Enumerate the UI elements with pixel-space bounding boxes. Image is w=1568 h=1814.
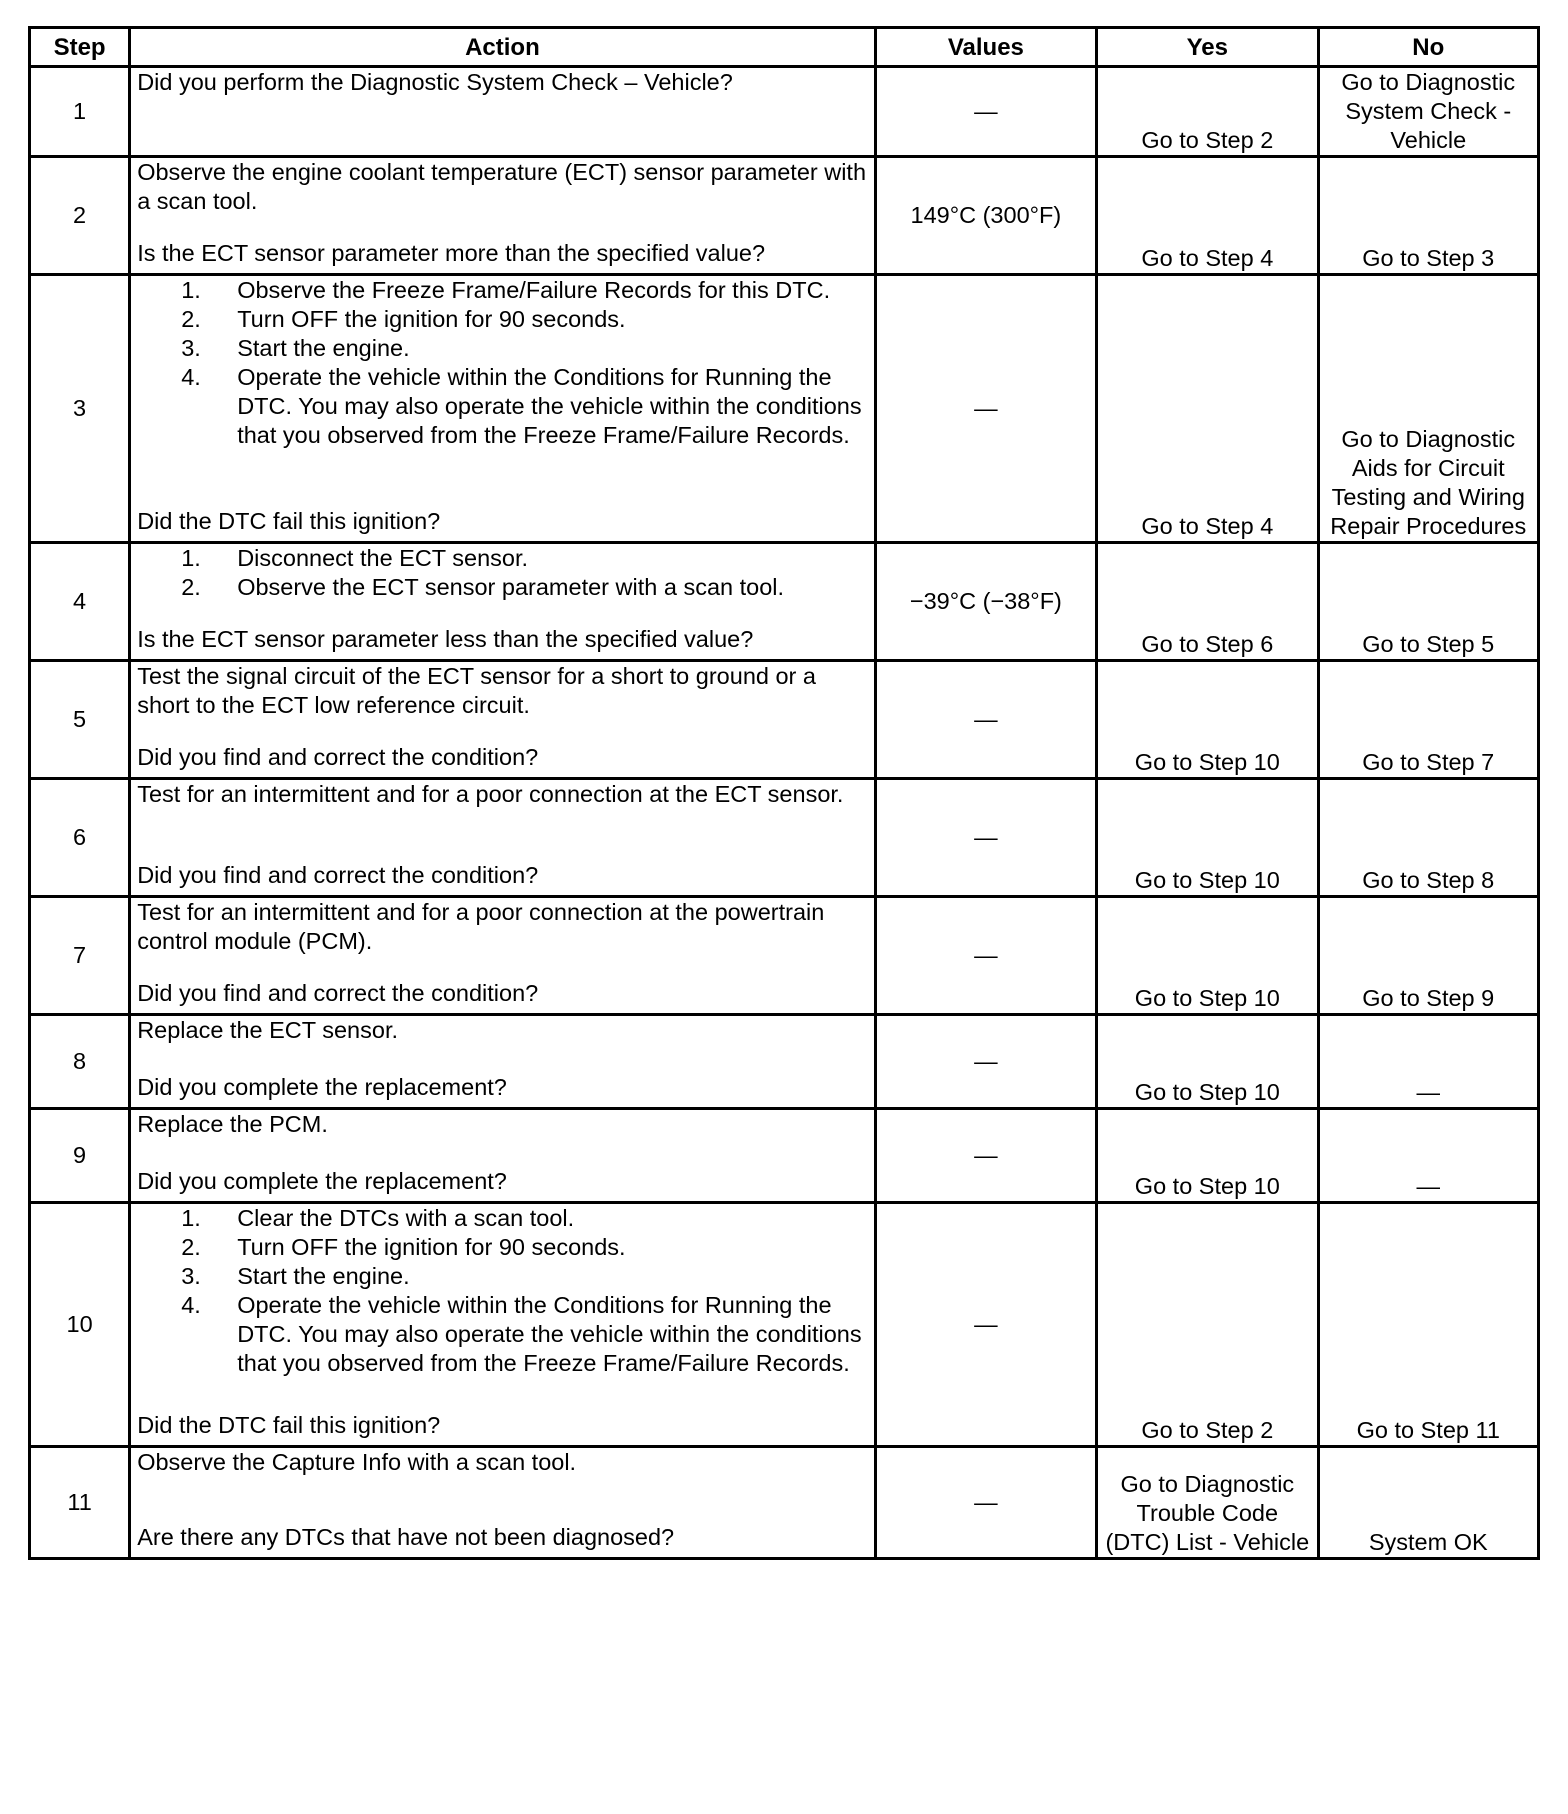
action-cell — [130, 157, 875, 275]
step-number: 4 — [30, 543, 130, 661]
no-cell: Go to Diagnostic Aids for Circuit Testing and Wiring Repair Procedures — [1318, 275, 1538, 543]
action-step-item — [181, 305, 867, 334]
action-step-text: Operate the vehicle within the Conditions for Running the DTC. You may also operate the vehicle within the conditions that you observed from the Freeze Frame/Failure Records. — [237, 364, 862, 448]
yes-cell: Go to Step 4 — [1097, 157, 1318, 275]
action-question: Did the DTC fail this ignition? — [137, 1412, 441, 1438]
action-text: Replace the ECT sensor. — [137, 1017, 399, 1043]
yes-cell: Go to Step 10 — [1097, 661, 1318, 779]
yes-cell: Go to Step 6 — [1097, 543, 1318, 661]
action-text: Did you perform the Diagnostic System Check – Vehicle? — [137, 69, 733, 95]
table-row — [30, 1015, 1539, 1109]
yes-cell: Go to Step 4 — [1097, 275, 1318, 543]
no-cell: Go to Step 8 — [1318, 779, 1538, 897]
action-question: Did you find and correct the condition? — [137, 980, 539, 1006]
step-number: 11 — [30, 1447, 130, 1559]
yes-cell: Go to Step 10 — [1097, 1109, 1318, 1203]
action-question: Are there any DTCs that have not been diagnosed? — [137, 1524, 675, 1550]
action-text: Test for an intermittent and for a poor connection at the powertrain control module (PCM). — [137, 899, 825, 954]
action-step-text: Turn OFF the ignition for 90 seconds. — [237, 306, 626, 332]
no-cell: Go to Step 5 — [1318, 543, 1538, 661]
action-step-number: 3. — [181, 335, 201, 361]
value-cell: — — [875, 779, 1096, 897]
action-step-item — [181, 1262, 867, 1291]
table-row — [30, 67, 1539, 157]
table-row — [30, 1447, 1539, 1559]
yes-cell: Go to Step 10 — [1097, 1015, 1318, 1109]
header-no: No — [1318, 28, 1538, 67]
table-row — [30, 661, 1539, 779]
step-number: 5 — [30, 661, 130, 779]
value-cell: — — [875, 1015, 1096, 1109]
header-step: Step — [30, 28, 130, 67]
value-cell: — — [875, 1109, 1096, 1203]
action-cell — [130, 67, 875, 157]
action-text: Test for an intermittent and for a poor connection at the ECT sensor. — [137, 781, 844, 807]
action-cell — [130, 275, 875, 543]
step-number: 7 — [30, 897, 130, 1015]
value-cell: −39°C (−38°F) — [875, 543, 1096, 661]
action-step-text: Start the engine. — [237, 1263, 410, 1289]
step-number: 6 — [30, 779, 130, 897]
action-step-number: 1. — [181, 1205, 201, 1231]
value-cell: — — [875, 275, 1096, 543]
table-row — [30, 157, 1539, 275]
value-cell: — — [875, 1447, 1096, 1559]
action-step-item — [181, 334, 867, 363]
action-cell — [130, 543, 875, 661]
diagnostic-table — [28, 26, 1540, 1560]
no-cell: Go to Step 9 — [1318, 897, 1538, 1015]
step-number: 1 — [30, 67, 130, 157]
no-cell: System OK — [1318, 1447, 1538, 1559]
action-step-number: 3. — [181, 1263, 201, 1289]
yes-cell: Go to Step 10 — [1097, 779, 1318, 897]
action-step-item — [181, 1233, 867, 1262]
action-step-text: Operate the vehicle within the Conditions for Running the DTC. You may also operate the vehicle within the conditions that you observed from the Freeze Frame/Failure Records. — [237, 1292, 862, 1376]
no-cell: Go to Step 11 — [1318, 1203, 1538, 1447]
action-step-text: Start the engine. — [237, 335, 410, 361]
action-step-text: Observe the Freeze Frame/Failure Records for this DTC. — [237, 277, 831, 303]
action-question: Did you complete the replacement? — [137, 1168, 507, 1194]
action-step-text: Turn OFF the ignition for 90 seconds. — [237, 1234, 626, 1260]
action-step-number: 1. — [181, 545, 201, 571]
action-question: Is the ECT sensor parameter less than the specified value? — [137, 626, 754, 652]
header-yes: Yes — [1097, 28, 1318, 67]
step-number: 8 — [30, 1015, 130, 1109]
yes-cell: Go to Step 2 — [1097, 1203, 1318, 1447]
action-text: Observe the engine coolant temperature (ECT) sensor parameter with a scan tool. — [137, 159, 867, 214]
action-step-text: Clear the DTCs with a scan tool. — [237, 1205, 575, 1231]
value-cell: — — [875, 661, 1096, 779]
action-text: Replace the PCM. — [137, 1111, 328, 1137]
action-question: Did you find and correct the condition? — [137, 862, 539, 888]
table-row — [30, 543, 1539, 661]
action-cell — [130, 661, 875, 779]
action-text: Test the signal circuit of the ECT sensor for a short to ground or a short to the ECT low reference circuit. — [137, 663, 816, 718]
action-step-item — [181, 363, 867, 450]
action-cell — [130, 1447, 875, 1559]
step-number: 3 — [30, 275, 130, 543]
yes-cell: Go to Step 10 — [1097, 897, 1318, 1015]
action-cell — [130, 897, 875, 1015]
action-step-item — [181, 573, 867, 602]
value-cell: 149°C (300°F) — [875, 157, 1096, 275]
action-cell — [130, 1015, 875, 1109]
no-cell: Go to Step 7 — [1318, 661, 1538, 779]
step-number: 10 — [30, 1203, 130, 1447]
action-step-text: Disconnect the ECT sensor. — [237, 545, 529, 571]
action-step-text: Observe the ECT sensor parameter with a scan tool. — [237, 574, 785, 600]
value-cell: — — [875, 897, 1096, 1015]
action-cell — [130, 1203, 875, 1447]
action-steps-list — [137, 544, 867, 602]
no-cell: Go to Step 3 — [1318, 157, 1538, 275]
yes-cell: Go to Diagnostic Trouble Code (DTC) List - Vehicle — [1097, 1447, 1318, 1559]
action-step-number: 4. — [181, 1292, 201, 1318]
table-row — [30, 897, 1539, 1015]
action-cell — [130, 1109, 875, 1203]
table-body — [30, 67, 1539, 1559]
action-step-number: 4. — [181, 364, 201, 390]
action-steps-list — [137, 1204, 867, 1378]
no-cell: — — [1318, 1015, 1538, 1109]
action-question: Did the DTC fail this ignition? — [137, 508, 441, 534]
header-action: Action — [130, 28, 875, 67]
action-step-item — [181, 276, 867, 305]
table-row — [30, 1203, 1539, 1447]
action-steps-list — [137, 276, 867, 450]
action-step-item — [181, 544, 867, 573]
action-step-number: 2. — [181, 306, 201, 332]
action-step-number: 2. — [181, 1234, 201, 1260]
header-row — [30, 28, 1539, 67]
table-row — [30, 275, 1539, 543]
table-row — [30, 779, 1539, 897]
action-question: Did you find and correct the condition? — [137, 744, 539, 770]
action-step-number: 2. — [181, 574, 201, 600]
action-cell — [130, 779, 875, 897]
action-question: Is the ECT sensor parameter more than the specified value? — [137, 240, 766, 266]
action-step-number: 1. — [181, 277, 201, 303]
no-cell: Go to Diagnostic System Check - Vehicle — [1318, 67, 1538, 157]
action-text: Observe the Capture Info with a scan tool. — [137, 1449, 577, 1475]
step-number: 2 — [30, 157, 130, 275]
value-cell: — — [875, 67, 1096, 157]
value-cell: — — [875, 1203, 1096, 1447]
action-step-item — [181, 1291, 867, 1378]
yes-cell: Go to Step 2 — [1097, 67, 1318, 157]
action-step-item — [181, 1204, 867, 1233]
table-row — [30, 1109, 1539, 1203]
no-cell: — — [1318, 1109, 1538, 1203]
header-values: Values — [875, 28, 1096, 67]
step-number: 9 — [30, 1109, 130, 1203]
action-question: Did you complete the replacement? — [137, 1074, 507, 1100]
